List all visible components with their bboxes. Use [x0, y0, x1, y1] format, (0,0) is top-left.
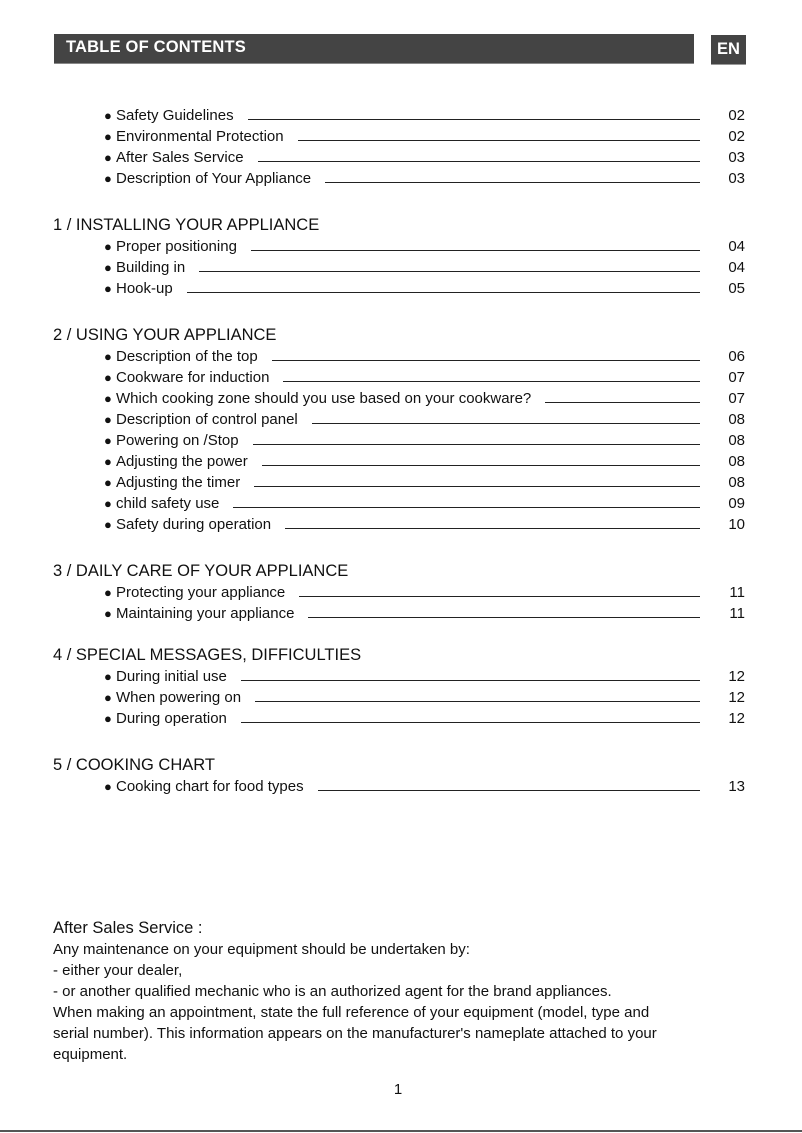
- leader-line: [312, 423, 700, 424]
- leader-line: [241, 722, 700, 723]
- bullet-icon: ●: [104, 349, 112, 364]
- entry-label: Protecting your appliance: [116, 584, 286, 601]
- entry-page: 11: [729, 584, 745, 601]
- entry-page: 11: [729, 605, 745, 622]
- entry-label: Maintaining your appliance: [116, 605, 295, 622]
- leader-line: [318, 790, 700, 791]
- bullet-icon: ●: [104, 370, 112, 385]
- note-line: serial number). This information appears on the manufacturer's nameplate attached to your: [53, 1025, 657, 1042]
- note-line: - or another qualified mechanic who is an authorized agent for the brand appliances.: [53, 983, 612, 1000]
- leader-line: [545, 402, 700, 403]
- leader-line: [254, 486, 700, 487]
- after-sales-note: [53, 918, 753, 1065]
- toc-entry[interactable]: [53, 367, 745, 388]
- entry-page: 08: [728, 432, 745, 449]
- entry-page: 12: [728, 689, 745, 706]
- toc-section: [53, 105, 745, 189]
- leader-line: [253, 444, 700, 445]
- bullet-icon: ●: [104, 391, 112, 406]
- entry-page: 08: [728, 411, 745, 428]
- bullet-icon: ●: [104, 171, 112, 186]
- entry-label: Environmental Protection: [116, 128, 284, 145]
- toc-entry[interactable]: [53, 147, 745, 168]
- after-sales-title: After Sales Service :: [53, 919, 203, 937]
- toc-header-bar: [54, 34, 694, 64]
- entry-label: Safety Guidelines: [116, 107, 234, 124]
- entry-page: 08: [728, 474, 745, 491]
- toc-entry[interactable]: [53, 582, 745, 603]
- entry-page: 07: [728, 390, 745, 407]
- leader-line: [272, 360, 700, 361]
- leader-line: [325, 182, 700, 183]
- bullet-icon: ●: [104, 711, 112, 726]
- entry-page: 04: [728, 238, 745, 255]
- leader-line: [199, 271, 700, 272]
- entry-label: Proper positioning: [116, 238, 237, 255]
- toc-entry[interactable]: [53, 514, 745, 535]
- entry-label: Cooking chart for food types: [116, 778, 304, 795]
- section-heading: 2 / USING YOUR APPLIANCE: [53, 326, 277, 344]
- entry-label: Description of Your Appliance: [116, 170, 312, 187]
- leader-line: [308, 617, 700, 618]
- toc-section: [53, 644, 745, 729]
- bullet-icon: ●: [104, 433, 112, 448]
- bullet-icon: ●: [104, 517, 112, 532]
- toc-entry[interactable]: [53, 603, 745, 624]
- entry-page: 12: [728, 710, 745, 727]
- toc-entry[interactable]: [53, 708, 745, 729]
- entry-label: Hook-up: [116, 280, 173, 297]
- bullet-icon: ●: [104, 475, 112, 490]
- toc-section: [53, 754, 745, 797]
- entry-page: 02: [728, 107, 745, 124]
- toc-entry[interactable]: [53, 666, 745, 687]
- section-heading: 4 / SPECIAL MESSAGES, DIFFICULTIES: [53, 646, 362, 664]
- section-heading: 5 / COOKING CHART: [53, 756, 215, 774]
- entry-label: Powering on /Stop: [116, 432, 239, 449]
- entry-page: 07: [728, 369, 745, 386]
- leader-line: [298, 140, 700, 141]
- bullet-icon: ●: [104, 150, 112, 165]
- toc-title: TABLE OF CONTENTS: [66, 38, 247, 56]
- leader-line: [285, 528, 700, 529]
- bottom-rule: [0, 1130, 802, 1132]
- language-badge: EN: [711, 35, 746, 65]
- toc-entry[interactable]: [53, 126, 745, 147]
- entry-page: 03: [728, 170, 745, 187]
- entry-label: Cookware for induction: [116, 369, 270, 386]
- toc-section: [53, 560, 745, 624]
- entry-label: During initial use: [116, 668, 227, 685]
- entry-page: 04: [728, 259, 745, 276]
- toc-section: [53, 324, 745, 535]
- bullet-icon: ●: [104, 669, 112, 684]
- leader-line: [255, 701, 700, 702]
- toc-entry[interactable]: [53, 687, 745, 708]
- bullet-icon: ●: [104, 239, 112, 254]
- entry-label: Building in: [116, 259, 186, 276]
- entry-label: After Sales Service: [116, 149, 244, 166]
- leader-line: [283, 381, 700, 382]
- bullet-icon: ●: [104, 454, 112, 469]
- entry-label: Adjusting the power: [116, 453, 248, 470]
- bullet-icon: ●: [104, 779, 112, 794]
- leader-line: [233, 507, 700, 508]
- bullet-icon: ●: [104, 108, 112, 123]
- note-line: Any maintenance on your equipment should be undertaken by:: [53, 941, 470, 958]
- toc-entry[interactable]: [53, 388, 745, 409]
- entry-page: 12: [728, 668, 745, 685]
- leader-line: [241, 680, 700, 681]
- toc-entry[interactable]: [53, 430, 745, 451]
- note-line: - either your dealer,: [53, 962, 183, 979]
- bullet-icon: ●: [104, 496, 112, 511]
- toc-section: [53, 214, 745, 299]
- leader-line: [299, 596, 700, 597]
- page-number: 1: [393, 1081, 403, 1098]
- toc-entry[interactable]: [53, 105, 745, 126]
- entry-label: Description of the top: [116, 348, 258, 365]
- bullet-icon: ●: [104, 585, 112, 600]
- toc-entry[interactable]: [53, 493, 745, 514]
- entry-page: 08: [728, 453, 745, 470]
- toc-entry[interactable]: [53, 451, 745, 472]
- toc-entry[interactable]: [53, 236, 745, 257]
- toc-entry[interactable]: [53, 409, 745, 430]
- toc-entry[interactable]: [53, 257, 745, 278]
- toc-entry[interactable]: [53, 278, 745, 299]
- entry-page: 05: [728, 280, 745, 297]
- entry-label: Description of control panel: [116, 411, 298, 428]
- entry-label: When powering on: [116, 689, 242, 706]
- toc-entry[interactable]: [53, 472, 745, 493]
- entry-label: child safety use: [116, 495, 220, 512]
- section-heading: 1 / INSTALLING YOUR APPLIANCE: [53, 216, 320, 234]
- bullet-icon: ●: [104, 129, 112, 144]
- section-heading: 3 / DAILY CARE OF YOUR APPLIANCE: [53, 562, 349, 580]
- toc-entry[interactable]: [53, 168, 745, 189]
- entry-page: 10: [728, 516, 745, 533]
- toc-entry[interactable]: [53, 346, 745, 367]
- bullet-icon: ●: [104, 690, 112, 705]
- entry-page: 02: [728, 128, 745, 145]
- leader-line: [248, 119, 700, 120]
- entry-page: 09: [728, 495, 745, 512]
- leader-line: [251, 250, 700, 251]
- entry-label: Which cooking zone should you use based on your cookware?: [116, 390, 532, 407]
- bullet-icon: ●: [104, 606, 112, 621]
- leader-line: [187, 292, 700, 293]
- toc-entry[interactable]: [53, 776, 745, 797]
- note-line: When making an appointment, state the full reference of your equipment (model, type and: [53, 1004, 650, 1021]
- bullet-icon: ●: [104, 281, 112, 296]
- entry-label: During operation: [116, 710, 227, 727]
- entry-page: 06: [728, 348, 745, 365]
- entry-page: 13: [728, 778, 745, 795]
- entry-label: Safety during operation: [116, 516, 272, 533]
- bullet-icon: ●: [104, 260, 112, 275]
- bullet-icon: ●: [104, 412, 112, 427]
- leader-line: [262, 465, 700, 466]
- entry-label: Adjusting the timer: [116, 474, 241, 491]
- entry-page: 03: [728, 149, 745, 166]
- note-line: equipment.: [53, 1046, 128, 1063]
- leader-line: [258, 161, 700, 162]
